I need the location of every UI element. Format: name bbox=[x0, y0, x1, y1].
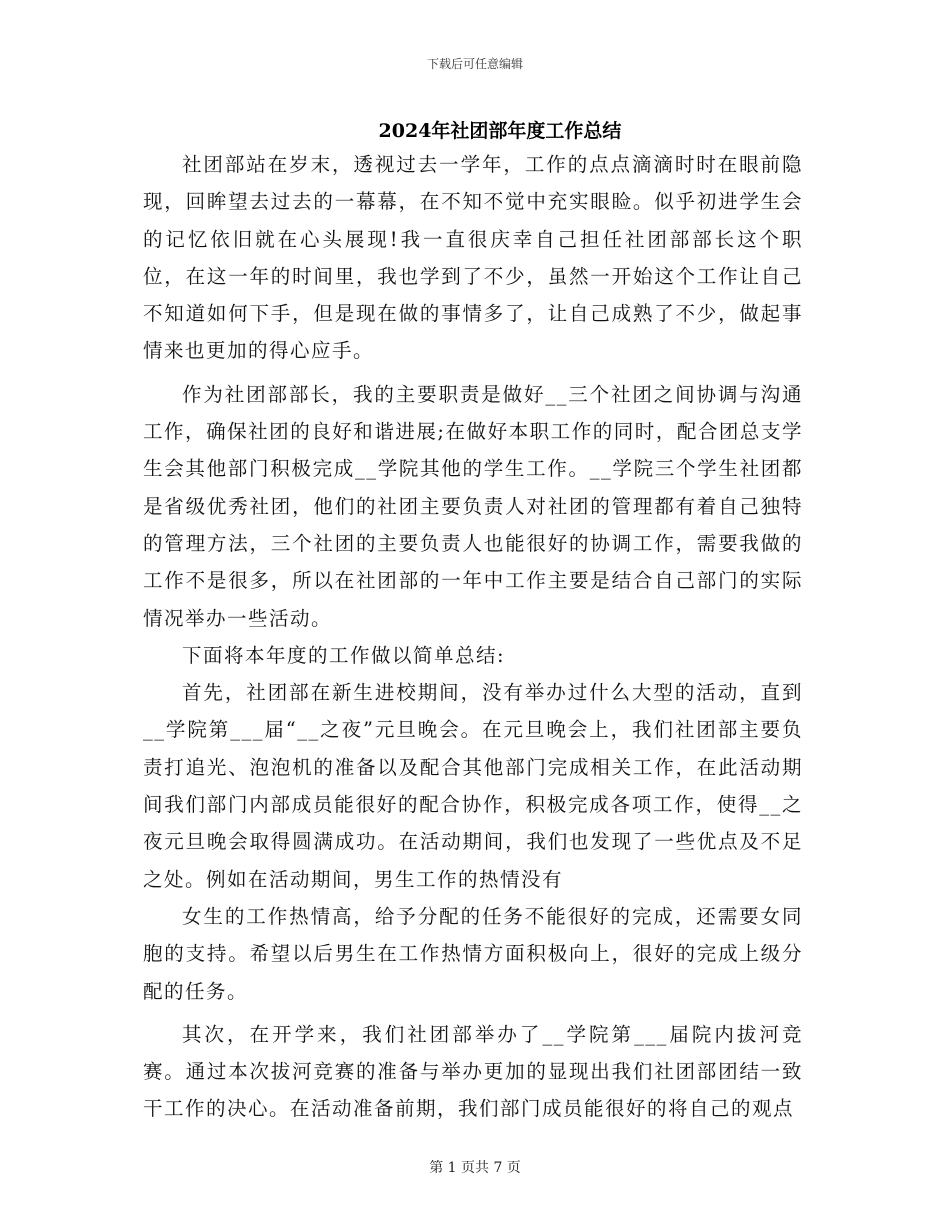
page-footer: 第 1 页共 7 页 bbox=[429, 1160, 521, 1176]
paragraph-summary-lead: 下面将本年度的工作做以简单总结: bbox=[182, 643, 506, 667]
document-body bbox=[143, 146, 803, 1128]
paragraph-responsibilities: 作为社团部部长，我的主要职责是做好__三个社团之间协调与沟通工作，确保社团的良好和谐进展;在做好本职工作的同时，配合团总支学生会其他部门积极完成__学院其他的学生工作。__学院三个学生社团都是省级优秀社团，他们的社团主要负责人对社团的管理都有着自己独特的管理方法，三个社团的主要负责人也能很好的协调工作，需要我做的工作不是很多，所以在社团部的一年中工作主要是结合自己部门的实际情况举办一些活动。 bbox=[143, 382, 803, 630]
paragraph-second-activity: 其次，在开学来，我们社团部举办了__学院第___届院内拔河竞赛。通过本次拔河竞赛的准备与举办更加的显现出我们社团部团结一致干工作的决心。在活动准备前期，我们部门成员能很好的将自己的观点 bbox=[143, 1022, 803, 1121]
paragraph-first-activity-cont: 女生的工作热情高，给予分配的任务不能很好的完成，还需要女同胞的支持。希望以后男生在工作热情方面积极向上，很好的完成上级分配的任务。 bbox=[143, 904, 803, 1003]
paragraph-first-activity: 首先，社团部在新生进校期间，没有举办过什么大型的活动，直到__学院第___届“__之夜”元旦晚会。在元旦晚会上，我们社团部主要负责打追光、泡泡机的准备以及配合其他部门完成相关工作，在此活动期间我们部门内部成员能很好的配合协作，积极完成各项工作，使得__之夜元旦晚会取得圆满成功。在活动期间，我们也发现了一些优点及不足之处。例如在活动期间，男生工作的热情没有 bbox=[143, 681, 803, 891]
document-title: 2024年社团部年度工作总结 bbox=[378, 120, 622, 142]
page-header: 下载后可任意编辑 bbox=[426, 57, 523, 71]
paragraph-intro: 社团部站在岁末，透视过去一学年，工作的点点滴滴时时在眼前隐现，回眸望去过去的一幕幕，在不知不觉中充实眼睑。似乎初进学生会的记忆依旧就在心头展现!我一直很庆幸自己担任社团部部长这个职位，在这一年的时间里，我也学到了不少，虽然一开始这个工作让自己不知道如何下手，但是现在做的事情多了，让自己成熟了不少，做起事情来也更加的得心应手。 bbox=[143, 153, 803, 363]
